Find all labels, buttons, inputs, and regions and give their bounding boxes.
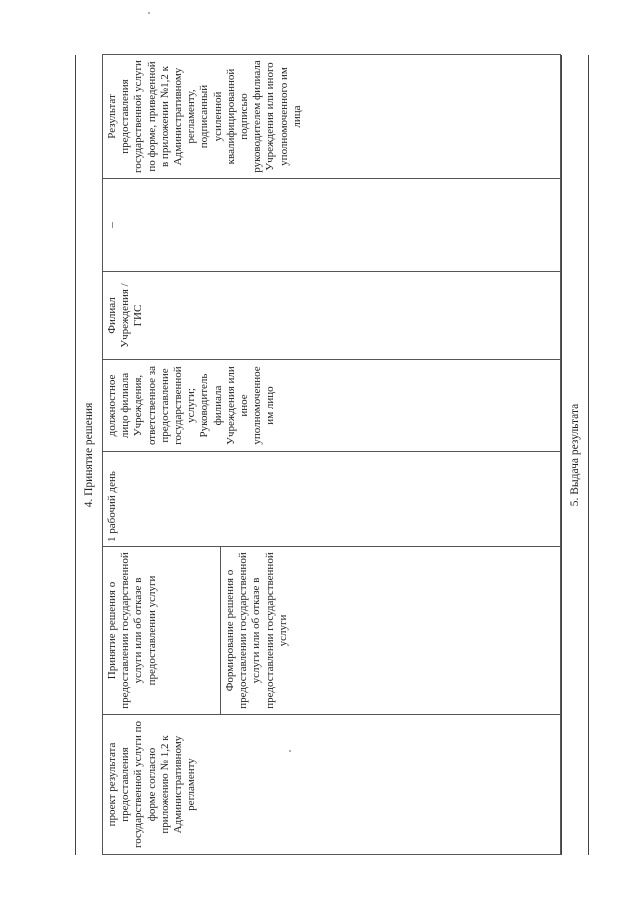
table-row xyxy=(103,55,221,855)
cell-duration: 1 рабочий день xyxy=(103,452,561,547)
cell-responsible: должностное лицо филиала Учреждения, ответственное за предоставление государственной услуги; Руководитель филиала Учреждения или иное уполномоченное им лицо xyxy=(103,360,561,452)
cell-place: Филиал Учреждения / ГИС xyxy=(103,272,561,360)
section-5-header xyxy=(561,55,589,855)
section-5-title: 5. Выдача результата xyxy=(569,403,581,507)
cell-result: Результат предоставления государственной услуги по форме, приведенной в приложении №1,2 к Административному регламенту, подписанный усиленной квалифицированной подписью руководителем филиала Учреждения или иного уполномоченного им лица xyxy=(103,55,561,179)
scan-speck xyxy=(148,12,150,14)
section-4-title: 4. Принятие решения xyxy=(83,402,95,508)
process-table xyxy=(102,54,561,855)
cell-action-sub: Формирование решения о предоставлении государственной услуги или об отказе в предоставлении государственной услуги xyxy=(221,547,561,715)
rotated-page-content xyxy=(75,55,595,855)
cell-input-document: проект результата предоставления государственной услуги по форме согласно приложению № 1,2 к Административному регламенту xyxy=(103,715,561,855)
section-4-header xyxy=(75,55,103,855)
cell-criteria: – xyxy=(103,179,561,272)
cell-action-main: Принятие решения о предоставлении государственной услуги или об отказе в предоставлении услуги xyxy=(103,547,221,715)
